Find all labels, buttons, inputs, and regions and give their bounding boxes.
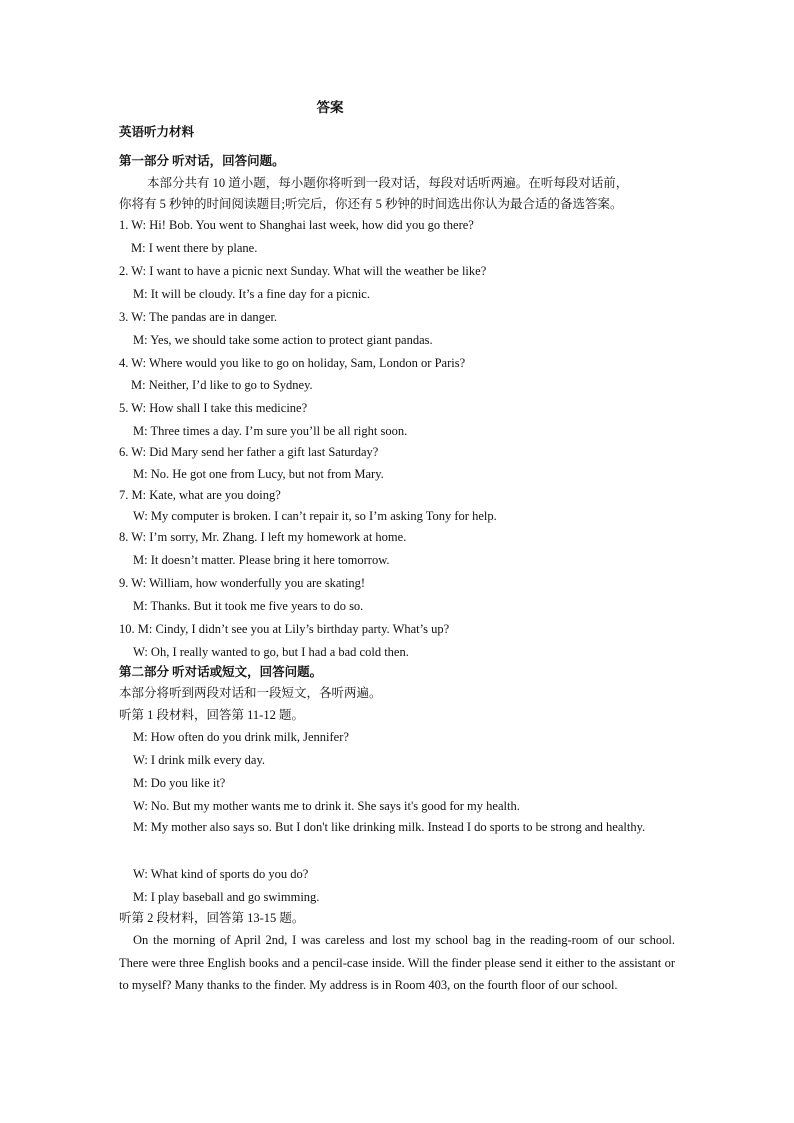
passage-paragraph (119, 929, 675, 997)
dialogue-line: 10. M: Cindy, I didn’t see you at Lily’s birthday party. What’s up? (119, 622, 450, 636)
dialogue-line: M: Thanks. But it took me five years to do so. (133, 599, 364, 613)
section1-heading: 听第 1 段材料，回答第 11-12 题。 (119, 708, 304, 722)
passage-text: On the morning of April 2nd, I was careless and lost my school bag in the reading-room of our school. There were three English books and a pencil-case inside. Will the finder please send it either to the assistant or to myself? Many thanks to the finder. My address is in Room 403, on the fourth floor of our school. (119, 933, 675, 992)
part1-instruction-line1: 本部分共有 10 道小题，每小题你将听到一段对话，每段对话听两遍。在听每段对话前， (147, 176, 629, 190)
part2-instruction: 本部分将听到两段对话和一段短文，各听两遍。 (119, 686, 382, 700)
part1-instruction-line2: 你将有 5 秒钟的时间阅读题目;听完后，你还有 5 秒钟的时间选出你认为最合适的备选答案。 (119, 197, 623, 211)
dialogue-line: W: Oh, I really wanted to go, but I had a bad cold then. (133, 645, 409, 659)
dialogue-line: M: How often do you drink milk, Jennifer? (133, 730, 349, 744)
dialogue-line: 2. W: I want to have a picnic next Sunday. What will the weather be like? (119, 264, 487, 278)
dialogue-line: 7. M: Kate, what are you doing? (119, 488, 281, 502)
dialogue-line: M: My mother also says so. But I don't like drinking milk. Instead I do sports to be strong and healthy. (133, 820, 646, 834)
dialogue-paragraph (119, 816, 675, 839)
section-heading: 英语听力材料 (119, 125, 195, 139)
dialogue-line: M: It will be cloudy. It’s a fine day for a picnic. (133, 287, 370, 301)
dialogue-line: M: Neither, I’d like to go to Sydney. (131, 378, 313, 392)
dialogue-line: W: My computer is broken. I can’t repair it, so I’m asking Tony for help. (133, 509, 497, 523)
dialogue-line: 1. W: Hi! Bob. You went to Shanghai last week, how did you go there? (119, 218, 474, 232)
dialogue-line: W: No. But my mother wants me to drink it. She says it's good for my health. (133, 799, 520, 813)
dialogue-line: W: I drink milk every day. (133, 753, 266, 767)
dialogue-line: 4. W: Where would you like to go on holiday, Sam, London or Paris? (119, 356, 466, 370)
dialogue-line: 3. W: The pandas are in danger. (119, 310, 278, 324)
dialogue-line: M: Yes, we should take some action to protect giant pandas. (133, 333, 433, 347)
page-title: 答案 (316, 100, 344, 115)
dialogue-line: M: Do you like it? (133, 776, 226, 790)
dialogue-line: M: Three times a day. I’m sure you’ll be all right soon. (133, 424, 408, 438)
dialogue-line: 5. W: How shall I take this medicine? (119, 401, 308, 415)
dialogue-line: M: It doesn’t matter. Please bring it here tomorrow. (133, 553, 390, 567)
part2-title: 第二部分 听对话或短文，回答问题。 (119, 665, 323, 679)
dialogue-line: 9. W: William, how wonderfully you are skating! (119, 576, 366, 590)
dialogue-line: W: What kind of sports do you do? (133, 867, 309, 881)
dialogue-line: M: I play baseball and go swimming. (133, 890, 320, 904)
dialogue-line: 6. W: Did Mary send her father a gift last Saturday? (119, 445, 379, 459)
dialogue-line: M: I went there by plane. (131, 241, 258, 255)
section2-heading: 听第 2 段材料，回答第 13-15 题。 (119, 911, 305, 925)
dialogue-line: 8. W: I’m sorry, Mr. Zhang. I left my homework at home. (119, 530, 407, 544)
part1-title: 第一部分 听对话，回答问题。 (119, 154, 285, 168)
dialogue-line: M: No. He got one from Lucy, but not from Mary. (133, 467, 384, 481)
